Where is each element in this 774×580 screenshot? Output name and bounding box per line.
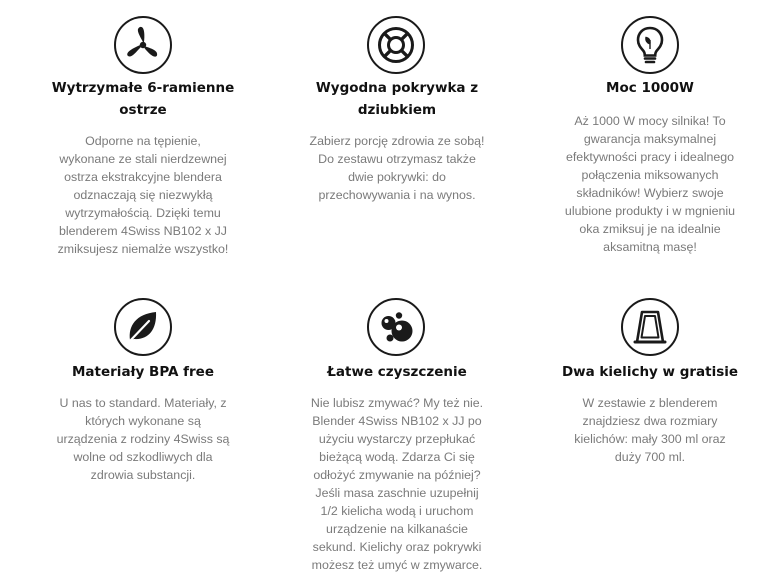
- bubbles-icon: [367, 298, 425, 356]
- lightbulb-icon: [621, 16, 679, 74]
- propeller-icon: [114, 16, 172, 74]
- leaf-icon: [114, 298, 172, 356]
- feature-description: U nas to standard. Materiały, z których wykonane są urządzenia z rodziny 4Swiss są wolne od szkodliwych dla zdrowia substancji.: [56, 396, 230, 482]
- feature-description: Zabierz porcję zdrowia ze sobą! Do zestawu otrzymasz także dwie pokrywki: do przechowywania i na wynos.: [309, 134, 485, 202]
- feature-title: Wytrzymałe 6-ramienne ostrze: [51, 80, 235, 118]
- feature-title: Moc 1000W: [606, 80, 694, 96]
- feature-title: Wygodna pokrywka z dziubkiem: [315, 80, 479, 118]
- feature-title: Łatwe czyszczenie: [327, 364, 467, 380]
- lifebuoy-icon: [367, 16, 425, 74]
- feature-description: Odporne na tępienie, wykonane ze stali nierdzewnej ostrza ekstrakcyjne blendera odznaczają się niezwykłą wytrzymałością. Dzięki temu blenderem 4Swiss NB102 x JJ zmiksujesz niemalże wszystko!: [57, 134, 229, 256]
- feature-description: W zestawie z blenderem znajdziesz dwa rozmiary kielichów: mały 300 ml oraz duży 700 ml.: [574, 396, 726, 464]
- feature-title: Dwa kielichy w gratisie: [561, 364, 739, 380]
- jar-icon: [621, 298, 679, 356]
- feature-description: Aż 1000 W mocy silnika! To gwarancja maksymalnej efektywności pracy i idealnego połączenia miksowanych składników! Wybierz swoje ulubione produkty i w mgnieniu oka zmiksuj je na idealnie aksamitną masę!: [564, 114, 736, 254]
- feature-title: Materiały BPA free: [72, 364, 214, 380]
- feature-description: Nie lubisz zmywać? My też nie. Blender 4Swiss NB102 x JJ po użyciu wystarczy przepłukać bieżącą wodą. Zdarza Ci się odłożyć zmywanie na później? Jeśli masa zaschnie uzupełnij 1/2 kielicha wodą i uruchom urządzenie na kilkanaście sekund. Kielichy oraz pokrywki możesz też umyć w zmywarce.: [310, 396, 484, 572]
